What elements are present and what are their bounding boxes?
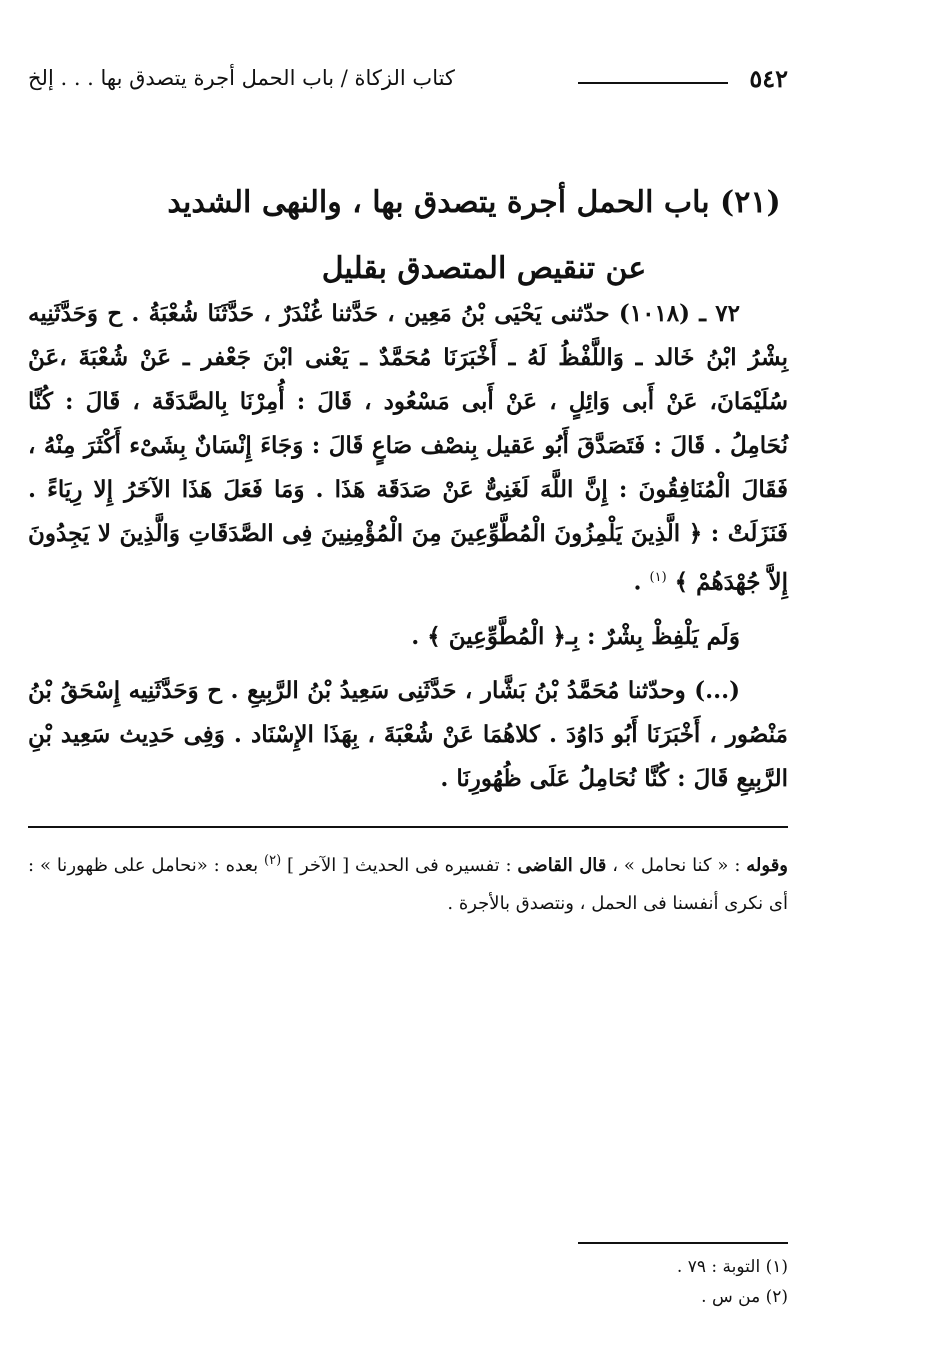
hadith-paragraph-1: [28, 292, 788, 605]
page-number: ٥٤٢: [749, 64, 788, 93]
footnote-marker-2: (٢): [264, 853, 282, 868]
footnotes: [520, 1252, 788, 1312]
running-header: [28, 64, 788, 104]
commentary: [28, 842, 788, 923]
hadith-paragraph-1-end: .: [633, 568, 650, 596]
chapter-heading: [0, 170, 928, 302]
commentary-rule: [28, 826, 788, 828]
footnote-marker-1: (١): [649, 570, 667, 585]
chapter-heading-line-1: (٢١) باب الحمل أجرة يتصدق بها ، والنهى الشديد: [167, 185, 781, 220]
footnote-1: (١) التوبة : ٧٩ .: [676, 1257, 788, 1277]
chapter-heading-line-2: عن تنقيص المتصدق بقليل: [321, 251, 647, 286]
footnote-rule: [578, 1242, 788, 1244]
hadith-paragraph-3: (...) وحدّثنا مُحَمَّدُ بْنُ بَشَّار ، حَدَّثَنِى سَعِيدُ بْنُ الرَّبِيعِ . ح وَحَدَّثَنِيه إِسْحَقُ بْنُ مَنْصُور ، أَخْبَرَنَا أَبُو دَاوُدَ . كلاهُمَا عَنْ شُعْبَةَ ، بِهَذَا الإِسْنَاد . وَفِى حَدِيث سَعِيد بْنِ الرَّبِيعِ قَالَ : كُنَّا نُحَامِلُ عَلَى ظُهُورِنَا .: [28, 676, 788, 792]
commentary-text-a: : « كنا نحامل » ،: [606, 855, 747, 876]
commentary-qadi: قال القاضى: [517, 855, 607, 876]
running-title: كتاب الزكاة / باب الحمل أجرة يتصدق بها . . . إلخ: [28, 66, 455, 90]
hadith-paragraph-2: وَلَم يَلْفِظْ بِشْرٌ : بِـ﴿ الْمُطَّوِّعِينَ ﴾ .: [411, 622, 740, 650]
footnote-2: (٢) من س .: [701, 1287, 788, 1307]
header-rule: [578, 82, 728, 84]
commentary-text-c: بعده : «نحامل على ظهورنا » : أى نكرى أنفسنا فى الحمل ، ونتصدق بالأجرة .: [28, 855, 788, 914]
hadith-paragraph-1-text: ٧٢ ـ (١٠١٨) حدّثنى يَحْيَى بْنُ مَعِين ، حَدَّثنا غُنْدَرٌ ، حَدَّثَنَا شُعْبَةُ . ح وَحَدَّثَنِيه بِشْرُ ابْنُ خَالد ـ وَاللَّفْظُ لَهُ ـ أَخْبَرَنَا مُحَمَّدٌ ـ يَعْنى ابْنَ جَعْفر ـ عَنْ شُعْبَةَ ،عَنْ سُلَيْمَانَ، عَنْ أَبى وَائِلٍ ، عَنْ أَبى مَسْعُود ، قَالَ : أُمِرْنَا بِالصَّدَقَة ، قَالَ : كُنَّا نُحَامِلُ . قَالَ : فَتَصَدَّقَ أَبُو عَقيل بِنصْف صَاعٍ قَالَ : وَجَاءَ إِنْسَانٌ بِشَىْء أَكْثَرَ مِنْهُ ، فَقَالَ الْمُنَافِقُونَ : إِنَّ اللَّهَ لَغَنِىٌّ عَنْ صَدَقَة هَذَا . وَمَا فَعَلَ هَذَا الآخَرُ إِلا رِيَاءً . فَنَزَلَتْ : ﴿ الَّذِينَ يَلْمِزُونَ الْمُطَّوِّعِينَ مِنَ الْمُؤْمِنِينَ فِى الصَّدَقَاتِ وَالَّذِينَ لا يَجِدُونَ إِلاَّ جُهْدَهُمْ ﴾: [28, 300, 788, 596]
commentary-text-b: : تفسيره فى الحديث [ الآخر ]: [281, 855, 518, 876]
hadith-body: [28, 292, 788, 801]
commentary-lead: وقوله: [746, 855, 788, 876]
